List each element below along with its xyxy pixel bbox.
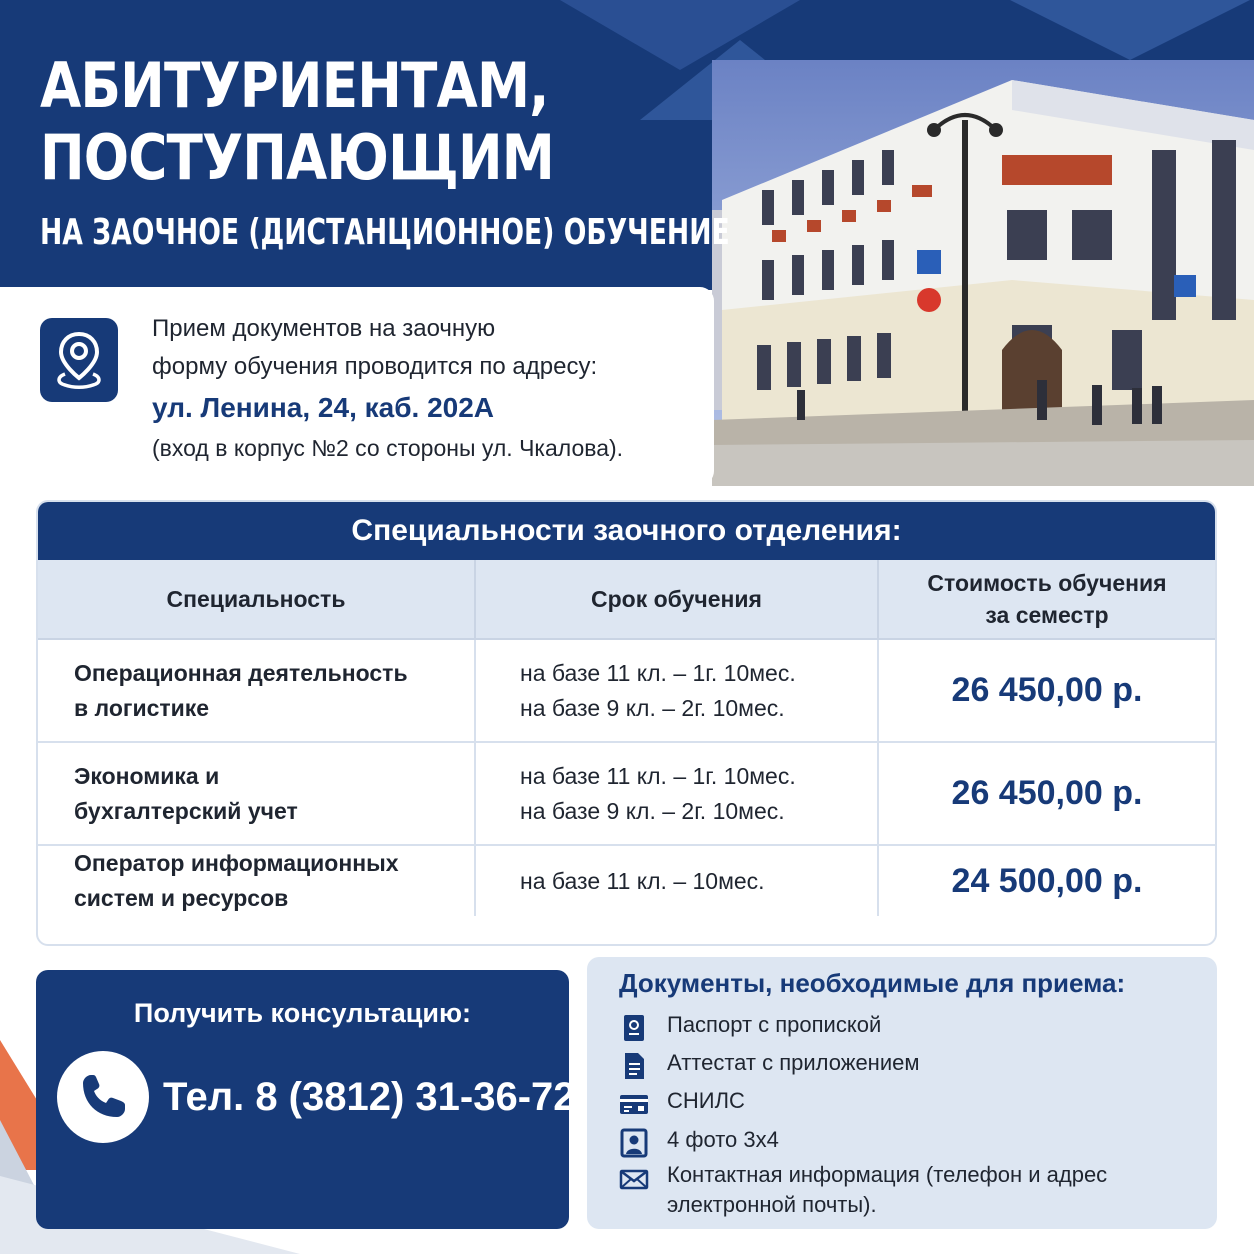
address-text: форму обучения проводится по адресу: <box>152 353 598 380</box>
header-term-label: Срок обучения <box>591 586 762 612</box>
headline <box>40 50 554 194</box>
list-item <box>619 1048 1199 1081</box>
subheadline: НА ЗАОЧНОЕ (ДИСТАНЦИОННОЕ) ОБУЧЕНИЕ <box>40 212 730 253</box>
table-row-term <box>476 743 879 846</box>
headline-line: АБИТУРИЕНТАМ, <box>40 49 549 122</box>
address-block <box>152 310 712 466</box>
phone-badge[interactable] <box>57 1051 149 1143</box>
table-title: Специальности заочного отделения: <box>38 502 1215 560</box>
specialty-name: в логистике <box>74 694 210 721</box>
header-cost-label: за семестр <box>985 602 1109 628</box>
photo-portrait-icon <box>619 1128 649 1158</box>
document-label-line: Контактная информация (телефон и адрес <box>667 1162 1108 1187</box>
document-label: СНИЛС <box>667 1088 745 1113</box>
entrance-note: (вход в корпус №2 со стороны ул. Чкалова). <box>152 435 624 461</box>
table-grid <box>38 560 1215 916</box>
document-label: Паспорт с пропиской <box>667 1012 882 1037</box>
snils-card-icon <box>619 1089 649 1119</box>
passport-icon <box>619 1013 649 1043</box>
specialties-table <box>36 500 1217 946</box>
table-row-price <box>879 640 1215 743</box>
term-value: на базе 9 кл. – 2г. 10мес. <box>520 694 785 721</box>
list-item <box>619 1086 1199 1119</box>
location-pin-icon <box>53 330 105 390</box>
certificate-icon <box>619 1051 649 1081</box>
location-badge <box>40 318 118 402</box>
specialty-name: Операционная деятельность <box>74 659 408 686</box>
document-label: Аттестат с приложением <box>667 1050 920 1075</box>
list-item <box>619 1010 1199 1043</box>
term-value: на базе 11 кл. – 1г. 10мес. <box>520 762 796 789</box>
street-address: ул. Ленина, 24, каб. 202А <box>152 392 495 423</box>
specialty-name: Экономика и <box>74 762 220 789</box>
specialty-name: Оператор информационных <box>74 850 399 876</box>
table-row-specialty <box>38 743 476 846</box>
price-value: 26 450,00 р. <box>951 774 1143 812</box>
term-value: на базе 11 кл. – 10мес. <box>520 867 765 894</box>
document-label-line: электронной почты). <box>667 1192 877 1217</box>
documents-title: Документы, необходимые для приема: <box>619 968 1126 998</box>
consultation-title: Получить консультацию: <box>133 998 472 1028</box>
table-row-price <box>879 846 1215 916</box>
table-row-specialty <box>38 640 476 743</box>
price-value: 24 500,00 р. <box>951 861 1143 900</box>
specialty-name: бухгалтерский учет <box>74 797 298 824</box>
price-value: 26 450,00 р. <box>951 671 1143 709</box>
header-specialty-label: Специальность <box>166 586 346 612</box>
envelope-icon <box>619 1164 649 1194</box>
table-row-price <box>879 743 1215 846</box>
building-photo <box>712 60 1254 486</box>
table-row-specialty <box>38 846 476 916</box>
header-specialty <box>38 560 476 640</box>
document-label: 4 фото 3х4 <box>667 1127 779 1152</box>
list-item <box>619 1125 1199 1158</box>
table-row-term <box>476 640 879 743</box>
term-value: на базе 11 кл. – 1г. 10мес. <box>520 659 796 686</box>
header-cost <box>879 560 1215 640</box>
term-value: на базе 9 кл. – 2г. 10мес. <box>520 797 785 824</box>
specialty-name: систем и ресурсов <box>74 885 289 911</box>
header-term <box>476 560 879 640</box>
phone-icon <box>77 1071 129 1123</box>
headline-line: ПОСТУПАЮЩИМ <box>40 121 554 194</box>
decor-triangle <box>1010 0 1250 60</box>
list-item <box>619 1160 1199 1220</box>
phone-number-link[interactable]: Тел. 8 (3812) 31-36-72 <box>163 1075 576 1119</box>
document-label <box>667 1160 1107 1220</box>
address-text: Прием документов на заочную <box>152 315 496 342</box>
table-row-term <box>476 846 879 916</box>
header-cost-label: Стоимость обучения <box>927 570 1167 596</box>
